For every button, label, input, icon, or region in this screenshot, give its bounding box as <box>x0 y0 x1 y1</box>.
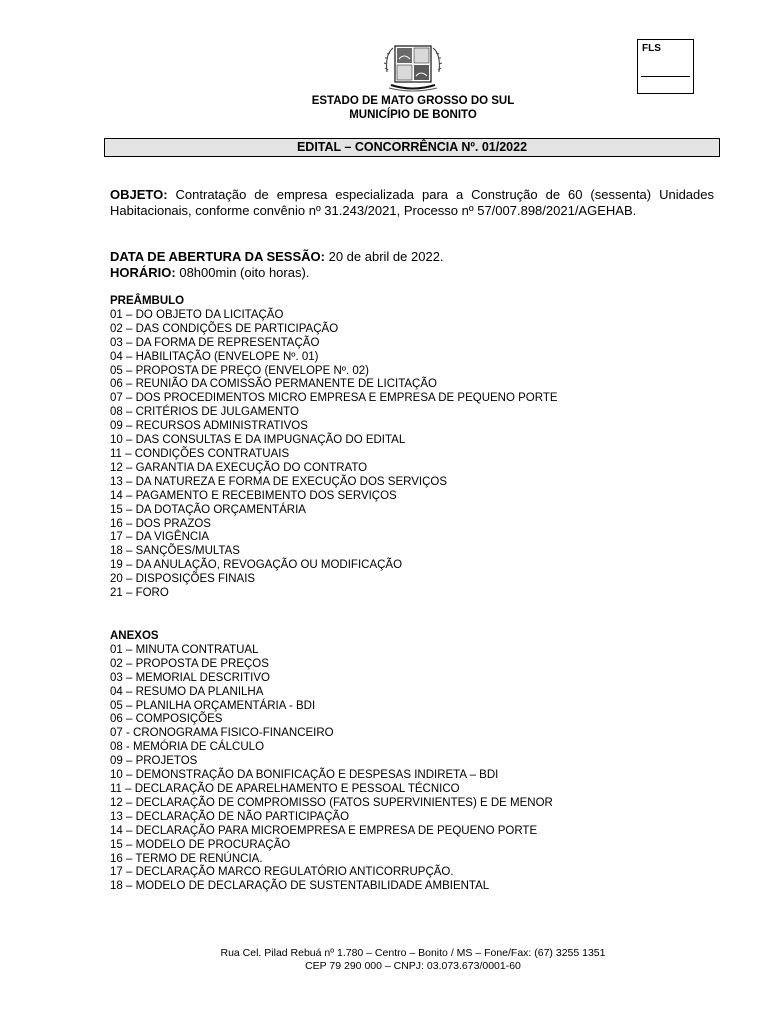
list-item: 03 – DA FORMA DE REPRESENTAÇÃO <box>110 336 320 349</box>
list-item: 09 – RECURSOS ADMINISTRATIVOS <box>110 420 308 433</box>
list-item: 05 – PROPOSTA DE PREÇO (ENVELOPE Nº. 02) <box>110 364 369 377</box>
list-item: 14 – DECLARAÇÃO PARA MICROEMPRESA E EMPRESA DE PEQUENO PORTE <box>110 824 538 837</box>
list-item: 06 – COMPOSIÇÕES <box>110 713 223 726</box>
list-item: 07 – DOS PROCEDIMENTOS MICRO EMPRESA E EMPRESA DE PEQUENO PORTE <box>110 392 558 405</box>
anexos-heading: ANEXOS <box>110 630 159 642</box>
list-item: 19 – DA ANULAÇÃO, REVOGAÇÃO OU MODIFICAÇÃO <box>110 559 403 572</box>
list-item: 21 – FORO <box>110 587 169 600</box>
edital-title-box: EDITAL – CONCORRÊNCIA Nº. 01/2022 <box>104 138 720 157</box>
list-item: 11 – CONDIÇÕES CONTRATUAIS <box>110 447 290 460</box>
preambulo-items <box>110 309 558 601</box>
preambulo-heading: PREÂMBULO <box>110 295 185 307</box>
session-time-value: 08h00min (oito horas). <box>179 265 310 280</box>
list-item: 20 – DISPOSIÇÕES FINAIS <box>110 573 256 586</box>
list-item: 12 – DECLARAÇÃO DE COMPROMISSO (FATOS SUPERVINIENTES) E DE MENOR <box>110 796 553 809</box>
list-item: 07 - CRONOGRAMA FISICO-FINANCEIRO <box>110 727 334 740</box>
fls-signature-line <box>641 76 690 77</box>
anexos-items <box>110 644 553 894</box>
fls-box <box>637 39 694 94</box>
list-item: 01 – MINUTA CONTRATUAL <box>110 643 259 656</box>
list-item: 04 – RESUMO DA PLANILHA <box>110 685 264 698</box>
list-item: 03 – MEMORIAL DESCRITIVO <box>110 671 270 684</box>
list-item: 02 – DAS CONDIÇÕES DE PARTICIPAÇÃO <box>110 322 339 335</box>
list-item: 11 – DECLARAÇÃO DE APARELHAMENTO E PESSOAL TÉCNICO <box>110 782 460 795</box>
list-item: 15 – MODELO DE PROCURAÇÃO <box>110 838 291 851</box>
list-item: 12 – GARANTIA DA EXECUÇÃO DO CONTRATO <box>110 461 368 474</box>
fls-label: FLS <box>642 43 661 54</box>
list-item: 16 – TERMO DE RENÚNCIA. <box>110 852 263 865</box>
list-item: 17 – DECLARAÇÃO MARCO REGULATÓRIO ANTICORRUPÇÃO. <box>110 866 454 879</box>
objeto-text: Contratação de empresa especializada para a Construção de 60 (sessenta) Unidades Habitacionais, conforme convênio nº 31.243/2021, Processo nº 57/007.898/2021/AGEHAB. <box>110 187 714 218</box>
list-item: 14 – PAGAMENTO E RECEBIMENTO DOS SERVIÇOS <box>110 489 397 502</box>
list-item: 18 – SANÇÕES/MULTAS <box>110 545 240 558</box>
list-item: 15 – DA DOTAÇÃO ORÇAMENTÁRIA <box>110 503 306 516</box>
footer-cep-cnpj: CEP 79 290 000 – CNPJ: 03.073.673/0001-60 <box>305 960 521 972</box>
list-item: 13 – DA NATUREZA E FORMA DE EXECUÇÃO DOS SERVIÇOS <box>110 475 447 488</box>
list-item: 10 – DAS CONSULTAS E DA IMPUGNAÇÃO DO EDITAL <box>110 434 406 447</box>
list-item: 16 – DOS PRAZOS <box>110 517 211 530</box>
list-item: 09 – PROJETOS <box>110 755 198 768</box>
list-item: 18 – MODELO DE DECLARAÇÃO DE SUSTENTABILIDADE AMBIENTAL <box>110 880 490 893</box>
municipality-title: MUNICÍPIO DE BONITO <box>349 109 477 121</box>
list-item: 05 – PLANILHA ORÇAMENTÁRIA - BDI <box>110 699 316 712</box>
objeto-label: OBJETO: <box>110 187 168 202</box>
session-date-label: DATA DE ABERTURA DA SESSÃO: <box>110 249 325 264</box>
list-item: 04 – HABILITAÇÃO (ENVELOPE Nº. 01) <box>110 350 319 363</box>
footer-address: Rua Cel. Pilad Rebuá nº 1.780 – Centro – Bonito / MS – Fone/Fax: (67) 3255 1351 <box>220 947 606 959</box>
session-date <box>110 249 444 264</box>
coat-of-arms-icon <box>383 42 443 92</box>
objeto-paragraph <box>110 187 714 218</box>
list-item: 01 – DO OBJETO DA LICITAÇÃO <box>110 308 284 321</box>
list-item: 08 - MEMÓRIA DE CÁLCULO <box>110 741 265 754</box>
list-item: 10 – DEMONSTRAÇÃO DA BONIFICAÇÃO E DESPESAS INDIRETA – BDI <box>110 769 499 782</box>
session-date-value: 20 de abril de 2022. <box>328 249 444 264</box>
list-item: 06 – REUNIÃO DA COMISSÃO PERMANENTE DE LICITAÇÃO <box>110 378 437 391</box>
list-item: 17 – DA VIGÊNCIA <box>110 531 210 544</box>
anexos-list <box>110 630 553 894</box>
list-item: 08 – CRITÉRIOS DE JULGAMENTO <box>110 406 299 419</box>
list-item: 13 – DECLARAÇÃO DE NÃO PARTICIPAÇÃO <box>110 810 350 823</box>
session-time-label: HORÁRIO: <box>110 265 176 280</box>
state-title: ESTADO DE MATO GROSSO DO SUL <box>311 95 515 107</box>
session-time <box>110 265 309 280</box>
list-item: 02 – PROPOSTA DE PREÇOS <box>110 657 269 670</box>
preambulo-list <box>110 295 558 601</box>
